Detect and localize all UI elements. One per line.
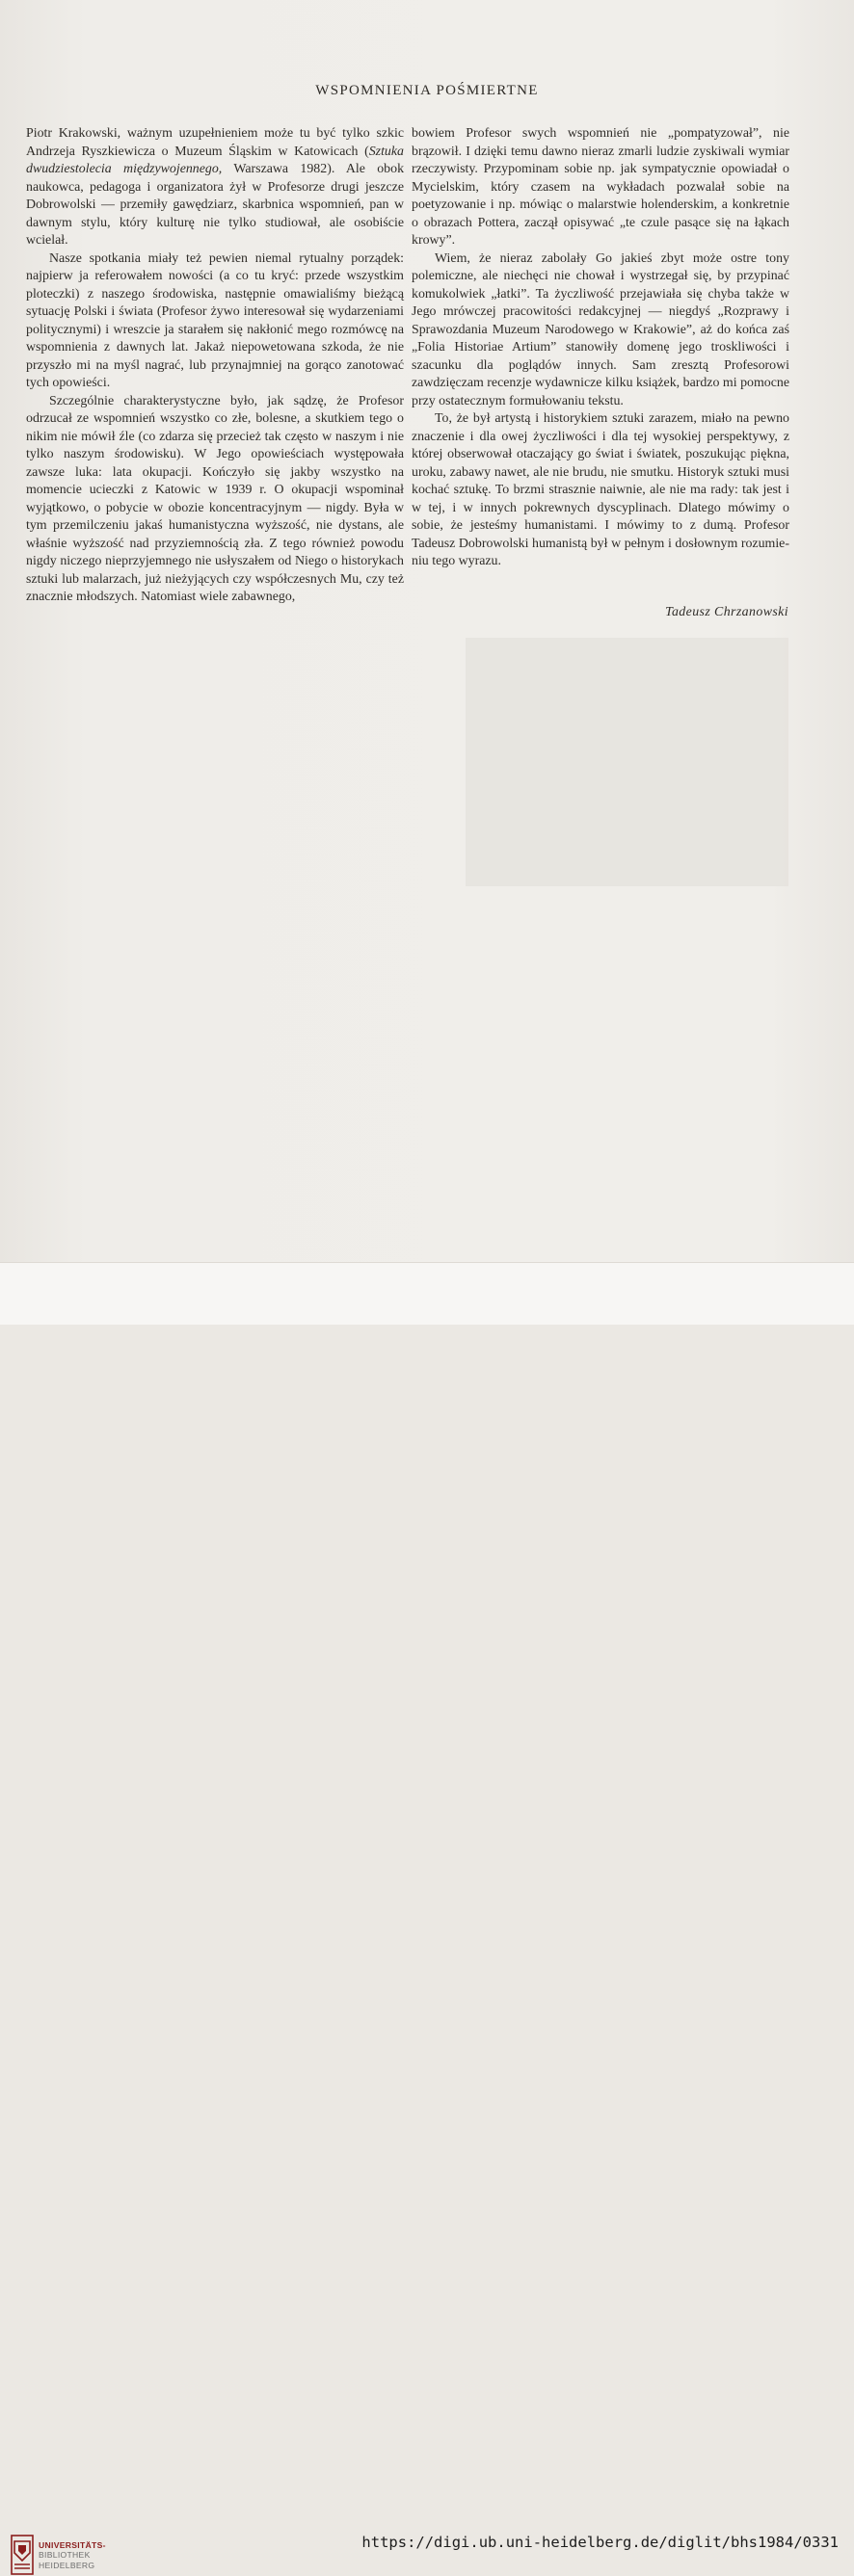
running-head: WSPOMNIENIA POŚMIERTNE (315, 83, 539, 98)
permalink-url[interactable]: https://digi.ub.uni-heidelberg.de/diglit/bhs1984/0331 (361, 2534, 839, 2551)
right-column (412, 125, 789, 571)
document-page (0, 0, 854, 1262)
bleed-through-area (466, 638, 788, 886)
paragraph: Nasze spotkania miały też pewien niemal rytualny porządek: najpierw ja referowałem nowości (a co tu kryć: przede wszystkim ploteczki) z naszego środowiska, następnie omawialiśmy bieżącą sytuację Polski i świata (Profesor żywo interesował się wydarzeniami politycznymi) i wreszcie ja starałem się nakłonić mego rozmówcę na wspomnienia z dawnych lat. Jakaż niepowetowana szkoda, że nie przyszło mi na myśl nagrać, lub przynajmniej na gorąco zanotować tych opowieści. (26, 250, 404, 390)
paragraph: Wiem, że nieraz zabolały Go jakieś zbyt może ostre tony polemiczne, ale niechęci nie chował i wystrzegał się, by przypinać komukolwiek „łatki”. Ta życzliwość przejawiała się chyba także w Jego mrówczej pracowitości redakcyjnej — niegdyś „Rozprawy i Sprawozdania Muzeum Narodowego w Krakowie”, aż do końca zaś „Folia Historiae Artium” stanowiły domenę jego troskliwości i szacunku dla poglądów innych. Sam zresztą Profesorowi zawdzięczam recenzje wydawnicze kilku książek, bardzo mi pomocne przy ostatecznym formułowaniu tekstu. (412, 250, 789, 408)
paragraph: Szczególnie charakterystyczne było, jak sądzę, że Profesor odrzucał ze wspomnień wszystko co złe, bolesne, a skutkiem tego o nikim nie mówił źle (co zdarza się przecież tak często w naszym i nie tylko naszym środowisku). W Jego opowieściach występowała zawsze luka: lata okupacji. Kończyło się jakby wszystko na momencie ucieczki z Katowic w 1939 r. O okupacji wspominał wyjątkowo, o pobycie w obozie koncentracyjnym — nigdy. Była w tym przemilczeniu jakaś humanistyczna wyższość, nie dystans, ale właśnie wyższość nad przyziemnością zła. Z tego również powodu nigdy niczego nieprzyjemnego nie usłyszałem od Niego o historykach sztuki lub malarzach, już nieżyjących czy współczesnych Mu, czy też znacznie młodszych. Natomiast wiele zabawnego, (26, 393, 404, 604)
author-signature: Tadeusz Chrzanowski (665, 605, 788, 619)
left-column (26, 125, 404, 607)
paragraph: To, że był artystą i historykiem sztuki zarazem, miało na pewno znaczenie i dla owej życzliwości i dla tej wysokiej perspektywy, z której obserwował otaczający go świat i światek, poszukując piękna, uroku, zabawy nawet, ale nie brudu, nie smutku. Historyk sztuki musi kochać sztukę. To brzmi strasznie naiwnie, ale nie ma rady: tak jest i w tej, i w innych pokrewnych dyscyplinach. Dlatego mówimy o sobie, że jesteśmy humanistami. I mówimy to z dumą. Profesor Tadeusz Dobrowolski humanistą był w pełnym i dosłownym rozumieniu tego wyrazu. (412, 411, 789, 568)
italic-title: Sztuka dwudziestolecia międzywojennego, (26, 144, 404, 176)
university-seal-icon (11, 2534, 34, 2576)
paragraph: bowiem Profesor swych wspomnień nie „pompatyzował”, nie brązowił. I dzięki temu dawno nieraz zmarli ludzie zyskiwali wymiar rzeczywisty. Przypominam sobie np. jak sympatycznie opowiadał o Mycielskim, który czasem na wykładach pozwalał sobie na poetyzowanie i np. mówiąc o malarstwie holenderskim, a konkretnie o obrazach Pottera, zaczął opisywać „te czule pasące się na łąkach krowy”. (412, 126, 789, 248)
library-logo-text[interactable]: UNIVERSITÄTS- BIBLIOTHEK HEIDELBERG (39, 2540, 106, 2570)
paragraph: Piotr Krakowski, ważnym uzupełnieniem może tu być tylko szkic Andrzeja Ryszkiewicza o Muzeum Śląskim w Katowicach (Sztuka dwudziestolecia międzywojennego, Warszawa 1982). Ale obok naukowca, pedagoga i organizatora żył w Profesorze drugi jeszcze Dobrowolski — przemiły gawędziarz, skarbnica wspomnień, pan w dawnym stylu, który kulturę nie tylko studiował, ale osobiście wcielał. (26, 126, 405, 248)
viewer-footer (0, 1262, 854, 2570)
